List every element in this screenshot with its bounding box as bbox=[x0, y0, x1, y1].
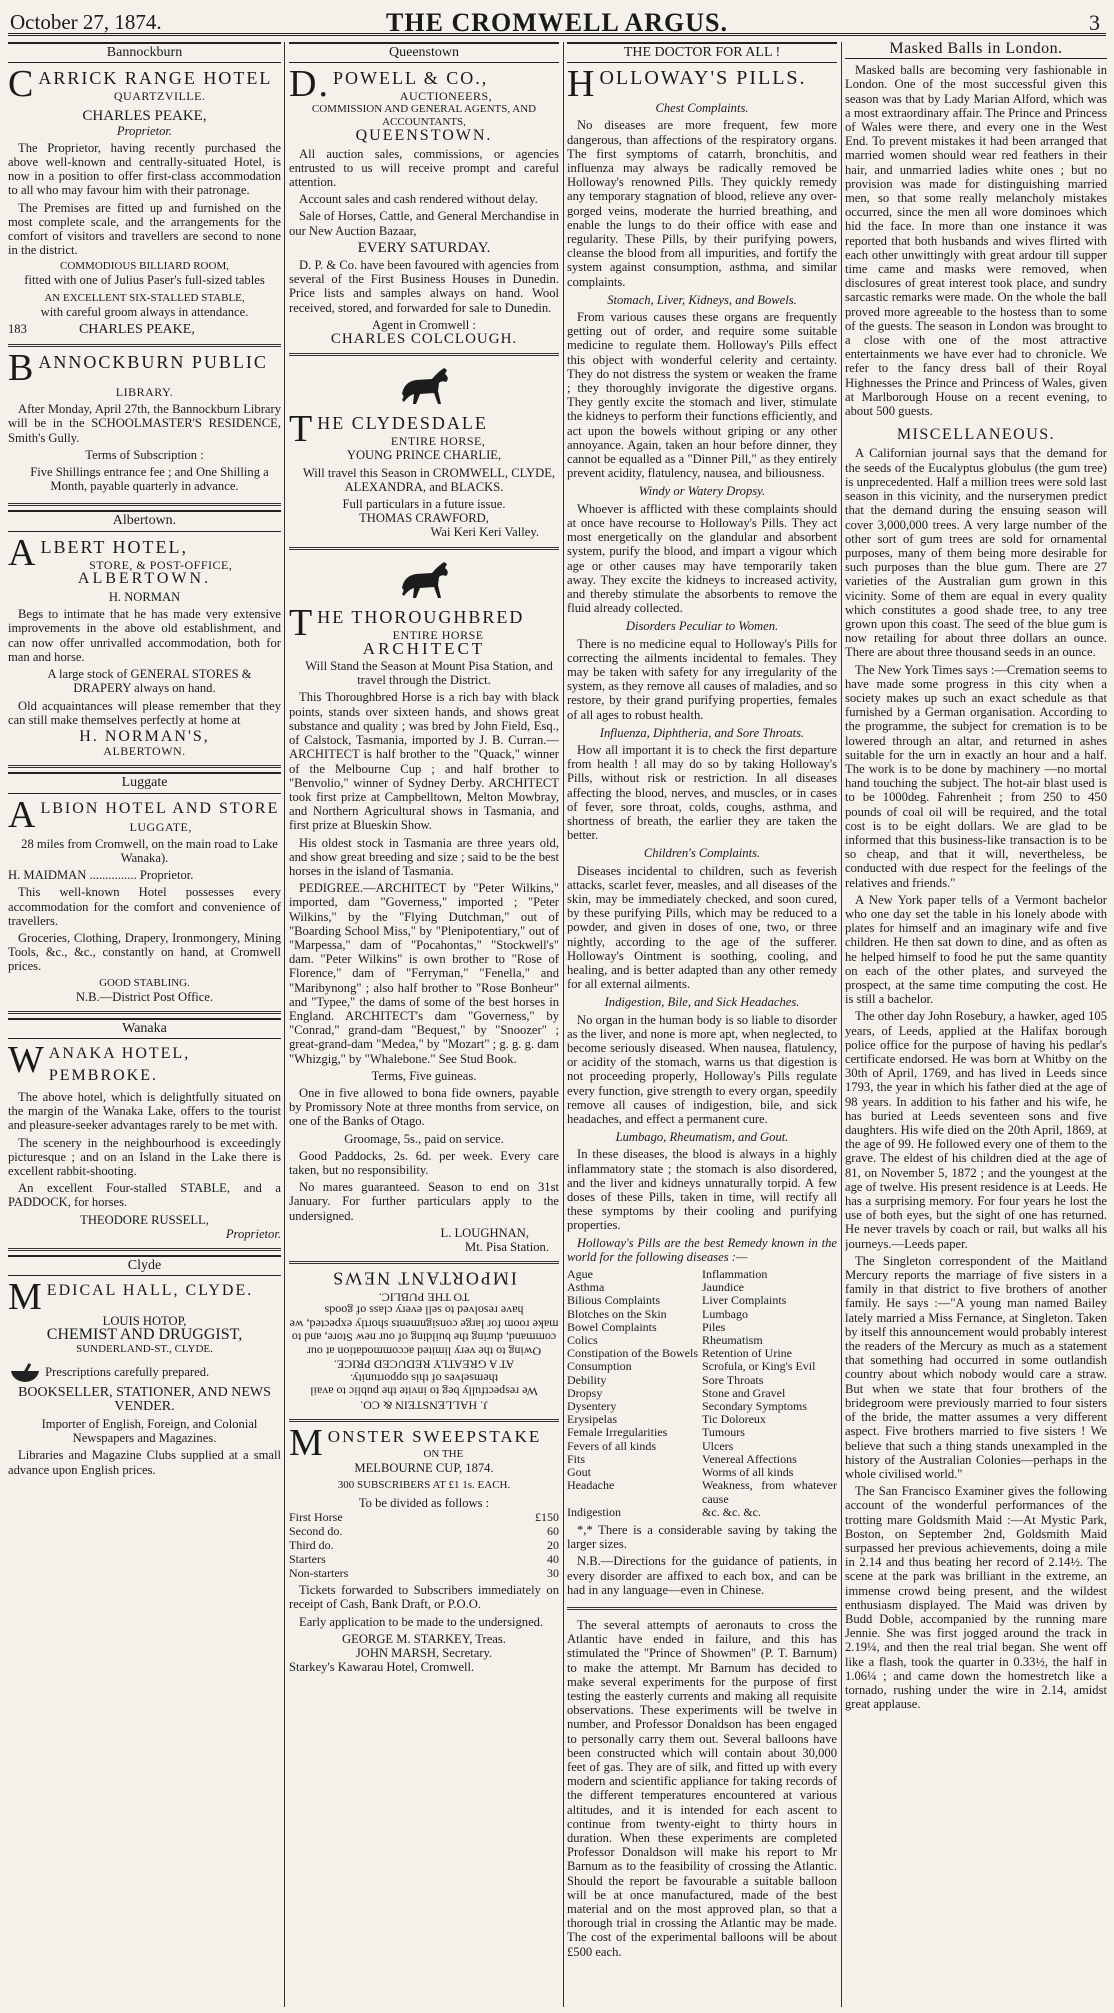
ad-title: ONSTER SWEEPSTAKE bbox=[327, 1426, 542, 1446]
ad-text: Begs to intimate that he has made very extensive improvements in the above old establishment, and can now offer unrivalled accommodation, both for man and horse. bbox=[8, 607, 281, 664]
ad-text: After Monday, April 27th, the Bannockburn Library will be in the SCHOOLMASTER'S RESIDENCE, Smith's Gully. bbox=[8, 402, 281, 445]
ad-place: ALBERTOWN. bbox=[77, 569, 212, 587]
ad-albert-hotel bbox=[8, 532, 281, 769]
disease-list-item: Sore Throats bbox=[702, 1372, 764, 1387]
ad-wanaka-hotel bbox=[8, 1039, 281, 1251]
ad-place: LUGGATE, bbox=[129, 819, 192, 834]
prize-row bbox=[289, 1510, 559, 1524]
ad-signature: CHARLES PEAKE, bbox=[78, 321, 195, 337]
article-paragraph: A New York paper tells of a Vermont bachelor who one day set the table in his lonely abode with plates for himself and an imaginary wife and five children. He then sat down to dine, and as often as he helped himself to food he put the same quantity on each of the other plates, and surveyed the prospect, at the same time computing the cost. He is still a bachelor. bbox=[845, 892, 1107, 1007]
disease-list-item: Consumption bbox=[567, 1359, 632, 1374]
ad-text: Importer of English, Foreign, and Colonial Newspapers and Magazines. bbox=[41, 1417, 258, 1446]
ad-signature: GEORGE M. STARKEY, Treas. bbox=[342, 1631, 506, 1646]
prize-label: First Horse bbox=[289, 1510, 343, 1525]
prize-label: Non-starters bbox=[289, 1566, 349, 1581]
section-heading-wanaka: Wanaka bbox=[8, 1018, 281, 1039]
ad-signature: JOHN MARSH, Secretary. bbox=[355, 1645, 493, 1660]
ad-note: N.B.—District Post Office. bbox=[75, 989, 214, 1004]
ad-text: *,* There is a considerable saving by taking the larger sizes. bbox=[567, 1522, 837, 1552]
ad-text: No organ in the human body is so liable to disorder as the liver, and none is more apt, when neglected, to become seriously diseased. When nausea, flatulency, or acidity of the stomach, warns us that digestion is not proceeding properly, Holloway's Pills regulate every function, give strength to every organ, speedily remove all causes of indigestion, bile, and sick headaches, and effect a permanent cure. bbox=[567, 1012, 837, 1127]
ad-text: All auction sales, commissions, or agencies entrusted to us will receive prompt and careful attention. bbox=[289, 146, 559, 190]
ad-feature: COMMODIOUS BILLIARD ROOM, bbox=[60, 260, 229, 273]
disease-list-item: Fits bbox=[567, 1451, 586, 1466]
ad-text: This well-known Hotel possesses every accommodation for the comfort and convenience of travellers. bbox=[8, 885, 281, 928]
ad-subheading: Windy or Watery Dropsy. bbox=[638, 484, 766, 499]
ad-ref-number: 183 bbox=[8, 321, 27, 336]
ad-subtitle: LIBRARY. bbox=[115, 385, 174, 400]
ad-terms: Terms, Five guineas. bbox=[371, 1068, 477, 1083]
article-paragraph: A Californian journal says that the demand for the seeds of the Eucalyptus globulus (the gum tree) is unprecedented. Half a million trees were sold last season in this vicinity, and the nurserymen predict that the demand during the ensuing season will cover 3,000,000 trees. A very large number of the other sort of gum trees are sold for ornamental purposes, many of them being more desirable for such purposes than the blue gum. There are 27 varieties of the Australian gum grown in this vicinity. Some of them are equal in every quality which constitutes a good shade tree, to any tree grown upon this coast. The seed of the blue gum is now retailing for about three dollars an ounce. There are about three thousand seeds in an ounce. bbox=[845, 446, 1107, 660]
ad-title: OLLOWAY'S PILLS. bbox=[599, 67, 807, 90]
ad-terms: Terms of Subscription : bbox=[85, 447, 204, 462]
ad-agent-label: Agent in Cromwell : bbox=[372, 317, 476, 332]
ad-role: Proprietor. bbox=[225, 1226, 281, 1241]
ad-owner: H. MAIDMAN ............... Proprietor. bbox=[8, 868, 194, 883]
prize-row bbox=[289, 1566, 559, 1580]
ad-text: Diseases incidental to children, such as feverish attacks, scarlet fever, measles, and all diseases of the skin, may be immediately checked, and soon cured, by these purifying Pills, which may be reduced to a powder, and given in doses of one, two, or three nightly, according to the age of the sufferer. Holloway's Ointment is soothing, cooling, and healing, and is better adapted than any other remedy for all external ailments. bbox=[567, 863, 837, 992]
ad-text: Will travel this Season in CROMWELL, CLYDE, ALEXANDRA, and BLACKS. bbox=[302, 465, 556, 494]
ad-address: SUNDERLAND-ST., CLYDE. bbox=[76, 1342, 213, 1355]
ad-signature-place: Mt. Pisa Station. bbox=[465, 1240, 549, 1254]
ad-subscribers: 300 SUBSCRIBERS AT £1 1s. EACH. bbox=[337, 1478, 511, 1491]
article-paragraph: The Singleton correspondent of the Maitland Mercury reports the marriage of five sisters in a family in that district to five brothers of another family. He says :—"A young man named Bailey lately married a Miss Fernance, at Singleton. Taken by itself this announcement would probably interest the readers of the Mercury as much as a statement that something had occurred in some outlandish country about which nobody would care a straw. But when we state that four brothers of the bridegroom were previously married to four sisters of the bride, the matter assumes a very different aspect. Five brothers married to five sisters ! We believe that such a thing stands unexampled in the history of the Australian Colonies—perhaps in the whole civilised world." bbox=[845, 1253, 1107, 1481]
ad-text: No mares guaranteed. Season to end on 31st January. For further particulars apply to the undersigned. bbox=[289, 1180, 559, 1223]
disease-list-item: Dropsy bbox=[567, 1385, 603, 1400]
disease-list-item: Gout bbox=[567, 1465, 591, 1480]
ad-text: The Premises are fitted up and furnished on the most complete scale, and the arrangements for the comfort of visitors and travellers are second to none in the district. bbox=[8, 200, 281, 258]
disease-list-item: Tumours bbox=[702, 1425, 745, 1440]
disease-list-item: Venereal Affections bbox=[702, 1451, 797, 1466]
ad-text: No diseases are more frequent, few more dangerous, than affections of the respiratory organs. The first symptoms of catarrh, bronchitis, and influenza may always be radically removed be Holloway's renowned Pills. They quickly remedy any temporary stagnation of blood, relieve any over-gorged veins, moderate the hurried breathing, and enable the lungs to do their office with ease and regularity. These Pills, by their purifying powers, cleanse the blood from all impurities, and fortify the system against consumption, asthma, and similar complaints. bbox=[567, 118, 837, 289]
disease-list-item: Indigestion bbox=[567, 1504, 621, 1519]
ad-text: An excellent Four-stalled STABLE, and a PADDOCK, for horses. bbox=[8, 1181, 281, 1210]
ad-horse-name: YOUNG PRINCE CHARLIE, bbox=[346, 448, 502, 463]
horse-icon bbox=[394, 558, 454, 602]
disease-list-item: Bowel Complaints bbox=[567, 1319, 657, 1334]
column-3 bbox=[567, 42, 837, 2007]
ad-text: Will Stand the Season at Mount Pisa Station, and travel through the District. bbox=[305, 659, 553, 688]
drop-cap: M bbox=[289, 1421, 325, 1464]
column-2 bbox=[289, 42, 559, 2007]
ad-feature: EVERY SATURDAY. bbox=[357, 239, 491, 256]
ad-text: A large stock of GENERAL STORES & DRAPERY always on hand. bbox=[47, 667, 252, 696]
column-rule bbox=[841, 42, 842, 2007]
article-paragraph: The other day John Rosebury, a hawker, aged 105 years, of Leeds, applied at the Halifax borough police office for the purpose of having his pedlar's certificate endorsed. He was born at Whitby on the 30th of April, 1769, and has lived in Leeds since 1793, the year in which his father died at the age of 98 years. In addition to his father and his wife, he has buried at Leeds seventeen sons and five daughters. His wife died on the 20th April, 1869, at the age of 99. He followed every one of them to the grave. The eldest of his children died at the age of 81, on November 5, 1872 ; and the youngest at the age of twelve. His present residence is at Leeds. He has a surprising memory. For four years he lost the use of both eyes, but the sight of one has returned. He never travels by coach or rail, but walks all his journeys.—Leeds paper. bbox=[845, 1009, 1107, 1251]
ad-text: One in five allowed to bona fide owners, payable by Promissory Note at three months from service, on one of the Banks of Otago. bbox=[289, 1085, 559, 1129]
ad-text: Libraries and Magazine Clubs supplied at a small advance upon English prices. bbox=[8, 1448, 281, 1477]
ad-horse-name: ARCHITECT bbox=[362, 638, 486, 658]
disease-list-item: Asthma bbox=[567, 1280, 605, 1295]
article-masked-balls: Masked balls are becoming very fashionable in London. One of the most successful given this season was that by Lady Marian Alford, which was a most extraordinary affair. The Prince and Princess of Wales were there, and every one in the West End. To prevent mistakes it had been arranged that married women should wear red feathers in their hair, and unmarried ladies white ones ; but no provision was made for distinguishing married men, so that some really melancholy mistakes occurred, since the men all wore dominoes which hid the face. In more than one instance it was reported that both husbands and wives flirted with each other unwittingly with great ardour till supper time came and masks were removed, when disclosures of great interest took place, and sundry sarcastic remarks were made. On the whole the ball proved more agreeable to the hostess than to some of the guests. The season in London was brought to a close with one of the most attractive entertainments we have ever had to chronicle. We refer to the fancy dress ball of their Royal Highnesses the Prince and Princess of Wales, given at Marlborough House on a recent evening, to about 500 guests. bbox=[845, 63, 1107, 419]
disease-list-item: Female Irregularities bbox=[567, 1425, 668, 1440]
ad-text: We respectfully beg to invite the public to avail themselves of this opportunity. bbox=[310, 1371, 538, 1400]
ad-text: D. P. & Co. have been favoured with agencies from several of the First Business Houses in Dunedin. Price lists and samples always on hand. Wool received, stored, and forwarded for sale to Dunedin. bbox=[289, 258, 559, 315]
disease-list-item: Ulcers bbox=[702, 1438, 734, 1453]
ad-signature: J. HALLENSTEIN & CO. bbox=[360, 1398, 488, 1413]
ad-role: Proprietor. bbox=[116, 123, 173, 138]
ad-subtitle: TO THE PUBLIC. bbox=[378, 1290, 470, 1305]
prize-amount: 30 bbox=[547, 1566, 559, 1581]
ad-subheading: Stomach, Liver, Kidneys, and Bowels. bbox=[607, 292, 797, 307]
ad-text: The scenery in the neighbourhood is exceedingly picturesque ; and on an Island in the Lake there is excellent rabbit-shooting. bbox=[8, 1135, 281, 1178]
ad-text: How all important it is to check the first departure from health ! all may do so by taking Holloway's Pills, without risk or restriction. In all diseases affecting the blood, nerves, and muscles, or in cases of fever, sore throat, colds, coughs, asthma, and shortness of breath, the earlier they are taken the better. bbox=[567, 742, 837, 843]
ad-text: Sale of Horses, Cattle, and General Merchandise in our New Auction Bazaar, bbox=[289, 209, 559, 238]
ad-title: ANAKA HOTEL, PEMBROKE. bbox=[48, 1044, 191, 1084]
prize-row bbox=[289, 1524, 559, 1538]
ad-owner: H. NORMAN bbox=[108, 590, 181, 605]
ad-text: In these diseases, the blood is always in a highly inflammatory state ; the stomach is also disordered, and the liver and kidneys unnaturally torpid. A few doses of these Pills, taken in time, will rectify all these symptoms by their cooling and purifying properties. bbox=[567, 1147, 837, 1233]
section-heading-doctor: THE DOCTOR FOR ALL ! bbox=[567, 42, 837, 63]
ad-signature: L. LOUGHNAN, bbox=[440, 1225, 529, 1240]
drop-cap: T bbox=[289, 601, 315, 644]
drop-cap: I bbox=[508, 1269, 517, 1290]
article-paragraph: The San Francisco Examiner gives the following account of the wonderful performances of the trotting mare Goldsmith Maid :—At Mystic Park, Boston, on September 2nd, Goldsmith Maid surpassed her previous achievements, doing a mile in 2.14 and thus beating her record of 2.14½. The scene at the park was brilliant in the extreme, an immense crowd being present, and the wildest enthusiasm displayed. The Maid was driven by Budd Doble, accompanied by the running mare Jennie. She was first jogged around the track in 2.19¼, and then the real trial began. She went off like a flash, took the quarter in 0.33½, the half in 1.06¼ ; and came down the homestretch like a tornado, rushing under the wire in 2.14, amidst great applause. bbox=[845, 1484, 1107, 1712]
ad-text: From various causes these organs are frequently getting out of order, and require some suitable medicine to regulate them. Holloway's Pills effect this object with wonderful celerity and certainty. They do not distress the system or weaken the frame ; they thoroughly invigorate the digestive organs. They gently excite the stomach and liver, stimulate the kidneys to perform their functions efficiently, and act upon the bowels without griping or any other annoyance. Again, taken an hour before dinner, they cannot be equalled as a "Dinner Pill," as they entirely prevent acidity, flatulency, nausea, and biliousness. bbox=[567, 310, 837, 481]
ad-subheading: Holloway's Pills are the best Remedy known in the world for the following diseases :— bbox=[567, 1235, 837, 1264]
column-4 bbox=[845, 42, 1107, 2007]
ad-text: Five Shillings entrance fee ; and One Shilling a Month, payable quarterly in advance. bbox=[30, 465, 269, 494]
disease-list-item: Bilious Complaints bbox=[567, 1293, 661, 1308]
section-heading-albertown: Albertown. bbox=[8, 510, 281, 531]
disease-list-item: Rheumatism bbox=[702, 1333, 763, 1348]
ad-trade: BOOKSELLER, STATIONER, AND NEWS VENDER. bbox=[18, 1384, 271, 1414]
prize-amount: £150 bbox=[535, 1510, 559, 1525]
ad-text: Account sales and cash rendered without delay. bbox=[299, 192, 538, 207]
ad-subtitle: ENTIRE HORSE bbox=[392, 627, 484, 642]
disease-list-item: Worms of all kinds bbox=[702, 1465, 794, 1480]
ad-place: QUEENSTOWN. bbox=[355, 127, 493, 145]
column-rule bbox=[284, 42, 285, 2007]
ad-title: LBION HOTEL AND STORE bbox=[40, 799, 280, 817]
ad-text: N.B.—Directions for the guidance of patients, in every disorder are affixed to each box, and can be had in any language—even in Chinese. bbox=[567, 1554, 837, 1597]
ad-text: The Proprietor, having recently purchased the above well-known and centrally-situated Hotel, is now in a position to offer first-class accommodation to all who may favour him with their patronage. bbox=[8, 140, 281, 198]
masthead bbox=[8, 6, 1106, 36]
prize-amount: 20 bbox=[547, 1538, 559, 1553]
ad-trade: CHEMIST AND DRUGGIST, bbox=[46, 1326, 243, 1344]
ad-text: The above hotel, which is delightfully situated on the margin of the Wanaka Lake, offers to the tourist and pleasure-seeker advantages rarely to be met with. bbox=[8, 1089, 281, 1133]
ad-carrick-range-hotel bbox=[8, 63, 281, 347]
drop-cap: D. bbox=[289, 63, 330, 106]
disease-list-item: &c. &c. &c. bbox=[702, 1504, 761, 1519]
drop-cap: B bbox=[8, 347, 36, 390]
ad-signature-place: Starkey's Kawarau Hotel, Cromwell. bbox=[289, 1660, 475, 1675]
issue-date: October 27, 1874. bbox=[10, 10, 162, 34]
ad-signature: THEODORE RUSSELL, bbox=[80, 1212, 209, 1227]
column-1 bbox=[8, 42, 281, 2007]
inverted-advertisement bbox=[289, 1268, 559, 1412]
disease-list-item: Jaundice bbox=[702, 1280, 744, 1295]
ad-subheading: Disorders Peculiar to Women. bbox=[625, 619, 779, 634]
ad-feature: GOOD STABLING. bbox=[99, 976, 190, 989]
ad-title: HE THOROUGHBRED bbox=[317, 606, 525, 627]
disease-list-item: Scrofula, or King's Evil bbox=[702, 1359, 816, 1374]
article-balloon: The several attempts of aeronauts to cross the Atlantic have ended in failure, and this has stimulated the "Prince of Showmen" (P. T. Barnum) to make the attempt. Mr Barnum has decided to make several experiments for the purpose of first testing the easterly currents and making all requisite observations. These experiments will be twelve in number, and Professor Donaldson has been engaged to personally carry them out. Several balloons have been constructed which will contain about 30,000 feet of gas. They are of silk, and fitted up with every modern and scientific appliance for taking records of the different temperatures encountered at various altitudes, and it is intended for each ascent to continue from twenty-eight to thirty hours in duration. When these experiments are completed Professor Donaldson will make his report to Mr Barnum as to the feasibility of crossing the Atlantic. Should the report be favourable a suitable balloon will be at once manufactured, made of the best material and on the most approved plan, so that a thorough trial in crossing the Atlantic may be made. The cost of the experimental balloons will be about £500 each. bbox=[567, 1617, 837, 1959]
disease-list-item: Tic Doloreux bbox=[702, 1412, 766, 1427]
ad-text: Owing to the very limited accommodation at our command, during the building of our new Store, and to make room for large consignments shortly expected, we have resolved to sell every class of goods bbox=[289, 1304, 559, 1359]
ad-feature-detail: fitted with one of Julius Paser's full-sized tables bbox=[24, 273, 265, 288]
ad-subtitle: COMMISSION AND GENERAL AGENTS, AND ACCOUNTANTS, bbox=[311, 103, 537, 129]
ad-text: Prescriptions carefully prepared. bbox=[45, 1364, 210, 1379]
ad-subtitle: ON THE bbox=[423, 1447, 464, 1460]
ad-title: POWELL & CO., bbox=[332, 68, 489, 89]
disease-list-item: Piles bbox=[702, 1319, 726, 1334]
ad-text: Groceries, Clothing, Drapery, Ironmongery, Mining Tools, &c., &c., constantly on hand, at Cromwell prices. bbox=[8, 930, 281, 974]
disease-list-item: Constipation of the Bowels bbox=[567, 1346, 698, 1361]
disease-list-item: Liver Complaints bbox=[702, 1293, 787, 1308]
ad-text: AT A GREATLY REDUCED PRICE. bbox=[333, 1358, 515, 1373]
ad-subheading: Indigestion, Bile, and Sick Headaches. bbox=[604, 995, 800, 1010]
ad-text: Whoever is afflicted with these complaints should at once have recourse to Holloway's Pills. They act most energetically on the glandular and absorbent system, purify the blood, and impart a vigour which age or other causes may have temporarily taken away. They excite the kidneys to increased activity, and thereby stimulate the absorbents to remove the fluid already collected. bbox=[567, 501, 837, 616]
ad-text: Early application to be made to the undersigned. bbox=[299, 1614, 544, 1629]
disease-list-item: Stone and Gravel bbox=[702, 1385, 786, 1400]
section-heading-luggate: Luggate bbox=[8, 772, 281, 793]
section-heading-bannockburn: Bannockburn bbox=[8, 42, 281, 63]
drop-cap: H bbox=[567, 63, 597, 106]
disease-list-item: Lumbago bbox=[702, 1306, 748, 1321]
ad-subheading: Children's Complaints. bbox=[643, 846, 761, 861]
ad-place: QUARTZVILLE. bbox=[113, 89, 206, 104]
ad-text: There is no medicine equal to Holloway's Pills for correcting the ailments incidental to females. They may be taken with safety for any irregularity of the system, as they remove all causes of maladies, and so restore, by their grand purifying properties, females of all ages to robust health. bbox=[567, 636, 837, 722]
ad-owner: CHARLES PEAKE, bbox=[82, 108, 207, 125]
page-number: 3 bbox=[1089, 10, 1100, 35]
disease-list-item: Debility bbox=[567, 1372, 607, 1387]
drop-cap: A bbox=[8, 531, 38, 574]
ad-title: ARRICK RANGE HOTEL bbox=[38, 68, 273, 89]
section-heading-miscellaneous: MISCELLANEOUS. bbox=[896, 426, 1056, 444]
ad-text: Groomage, 5s., paid on service. bbox=[344, 1131, 504, 1146]
prize-label: Second do. bbox=[289, 1524, 343, 1539]
drop-cap: W bbox=[8, 1038, 46, 1081]
section-heading-queenstown: Queenstown bbox=[289, 42, 559, 63]
ad-signature: CHARLES COLCLOUGH. bbox=[330, 331, 518, 348]
ad-signature: THOMAS CRAWFORD, bbox=[359, 511, 489, 526]
ad-monster-sweepstake bbox=[289, 1422, 559, 1682]
ad-feature: AN EXCELLENT SIX-STALLED STABLE, bbox=[44, 291, 245, 304]
ad-powell-auctioneers bbox=[289, 63, 559, 356]
ad-title: ANNOCKBURN PUBLIC bbox=[38, 352, 268, 373]
ad-albion-hotel bbox=[8, 794, 281, 1014]
disease-list-item: Fevers of all kinds bbox=[567, 1438, 656, 1453]
prize-label: Third do. bbox=[289, 1538, 334, 1553]
ad-subtitle: AUCTIONEERS, bbox=[399, 89, 493, 104]
ad-owner: LOUIS HOTOP, bbox=[102, 1314, 187, 1329]
ad-text: Full particulars in a future issue. bbox=[342, 497, 506, 512]
prize-table bbox=[289, 1510, 559, 1580]
prize-row bbox=[289, 1552, 559, 1566]
disease-list-item: Ague bbox=[567, 1267, 593, 1282]
ad-text: This Thoroughbred Horse is a rich bay with black points, stands over sixteen hands, and shows great substance and quality ; was bred by John Field, Esq., of Calstock, Tasmania, imported by J. B. Curran.—ARCHITECT is half brother to the "Quack," winner of the Melbourne Cup ; and half brother to "Benvolio," winner of Sydney Derby. ARCHITECT took first prize at Campbelltown, Melton Mowbray, and Northern Agricultural shows in Tasmania, and first prize at Blueskin Show. bbox=[289, 690, 559, 833]
drop-cap: T bbox=[289, 408, 315, 451]
section-heading-clyde: Clyde bbox=[8, 1255, 281, 1276]
disease-list-item: Erysipelas bbox=[567, 1412, 617, 1427]
ad-text: 28 miles from Cromwell, on the main road to Lake Wanaka). bbox=[21, 836, 278, 865]
ad-bannockburn-library bbox=[8, 347, 281, 506]
ad-clydesdale-horse bbox=[289, 356, 559, 549]
ad-subtitle: STORE, & POST-OFFICE, bbox=[89, 557, 233, 572]
newspaper-title: THE CROMWELL ARGUS. bbox=[386, 8, 728, 37]
ad-subtitle: ENTIRE HORSE, bbox=[390, 434, 486, 449]
ad-subheading: Lumbago, Rheumatism, and Gout. bbox=[615, 1130, 789, 1145]
disease-list-item: Headache bbox=[567, 1478, 615, 1493]
drop-cap: C bbox=[8, 63, 36, 106]
horse-icon bbox=[394, 364, 454, 408]
ad-title: MPORTANT NEWS bbox=[331, 1269, 509, 1290]
disease-list-item: Dysentery bbox=[567, 1399, 617, 1414]
prize-amount: 60 bbox=[547, 1524, 559, 1539]
ad-text: Good Paddocks, 2s. 6d. per week. Every care taken, but no responsibility. bbox=[289, 1148, 559, 1177]
disease-list-item: Secondary Symptoms bbox=[702, 1399, 807, 1414]
prize-row bbox=[289, 1538, 559, 1552]
column-rule bbox=[563, 42, 564, 2007]
article-paragraph: The New York Times says :—Cremation seems to have made some progress in this city when a society makes up such an exact schedule as that furnished by a German organisation. According to the programme, the subject for cremation is to be lowered through an altar, and returned in ashes suitable for the urn in exactly an hour and a half. The work is to be done by machinery —no mortal hand touching the subject. The hot-air blast used is to be 1000deg. Fahrenheit ; from 250 to 450 pounds of coal oil will be required, and the total cost is to be eight dollars. We are glad to be informed that this business-like transaction is to be so cheap, and that it will, nevertheless, be conducted with due respect for the feelings of the relatives and friends." bbox=[845, 662, 1107, 890]
ad-text: Tickets forwarded to Subscribers immediately on receipt of Cash, Bank Draft, or P.O.O. bbox=[289, 1583, 559, 1612]
disease-list-item: Blotches on the Skin bbox=[567, 1306, 667, 1321]
ad-text: His oldest stock in Tasmania are three years old, and show great breeding and size ; said to be the best horses in the island of Tasmania. bbox=[289, 835, 559, 878]
disease-list-item: Colics bbox=[567, 1333, 598, 1348]
ad-signature-place: ALBERTOWN. bbox=[103, 744, 186, 759]
ad-text: PEDIGREE.—ARCHITECT by "Peter Wilkins," imported, dam "Governess," imported ; "Peter Wilkins," by the "Flying Dutchman," out of "Boarding School Miss," by "Plenipotentiary," out of "Marpessa," dam of "Pocahontas," "Stockwell's" dam. "Peter Wilkins" is own brother to "Rose of Florence," dam of "Ferryman," "Fenella," and "Maribynong" ; also half brother to "Rose Bonheur" and "Typee," the dams of some of the best horses in England. ARCHITECT's dam "Governess," by "Conrad," grand-dam "Bequest," by "Snoozer" ; great-grand-dam "Medea," by "Mozart" ; g. g. g. dam "Whizgig," by "Whalebone." See Stud Book. bbox=[289, 881, 559, 1066]
ad-title: HE CLYDESDALE bbox=[317, 413, 488, 434]
ad-subtitle: MELBOURNE CUP, 1874. bbox=[354, 1460, 494, 1475]
ad-feature-detail: with careful groom always in attendance. bbox=[40, 304, 249, 319]
drop-cap: M bbox=[8, 1276, 44, 1319]
prize-amount: 40 bbox=[547, 1552, 559, 1567]
ad-title: EDICAL HALL, CLYDE. bbox=[46, 1282, 254, 1300]
drop-cap: A bbox=[8, 793, 38, 836]
ad-thoroughbred-horse bbox=[289, 550, 559, 1265]
ad-important-news-inverted bbox=[289, 1264, 559, 1422]
article-heading: Masked Balls in London. bbox=[845, 42, 1107, 59]
disease-list-item: Retention of Urine bbox=[702, 1346, 792, 1361]
ad-subheading: Chest Complaints. bbox=[655, 101, 749, 116]
disease-list-item: Weakness, from whatever cause bbox=[702, 1478, 837, 1506]
disease-list bbox=[567, 1268, 837, 1519]
disease-list-item: Inflammation bbox=[702, 1267, 768, 1282]
ad-signature-place: Wai Keri Keri Valley. bbox=[430, 525, 539, 540]
ad-subheading: Influenza, Diphtheria, and Sore Throats. bbox=[599, 725, 805, 740]
ad-text: Old acquaintances will please remember that they can still make themselves perfectly at home at bbox=[8, 698, 281, 727]
prize-label: Starters bbox=[289, 1552, 326, 1567]
ad-title: LBERT HOTEL, bbox=[40, 536, 189, 557]
ad-medical-hall bbox=[8, 1276, 281, 1487]
ad-text: To be divided as follows : bbox=[358, 1495, 490, 1510]
mortar-and-pestle-icon bbox=[8, 1362, 42, 1384]
ad-signature: H. NORMAN'S, bbox=[79, 727, 210, 745]
ad-holloways-pills bbox=[567, 63, 837, 1610]
